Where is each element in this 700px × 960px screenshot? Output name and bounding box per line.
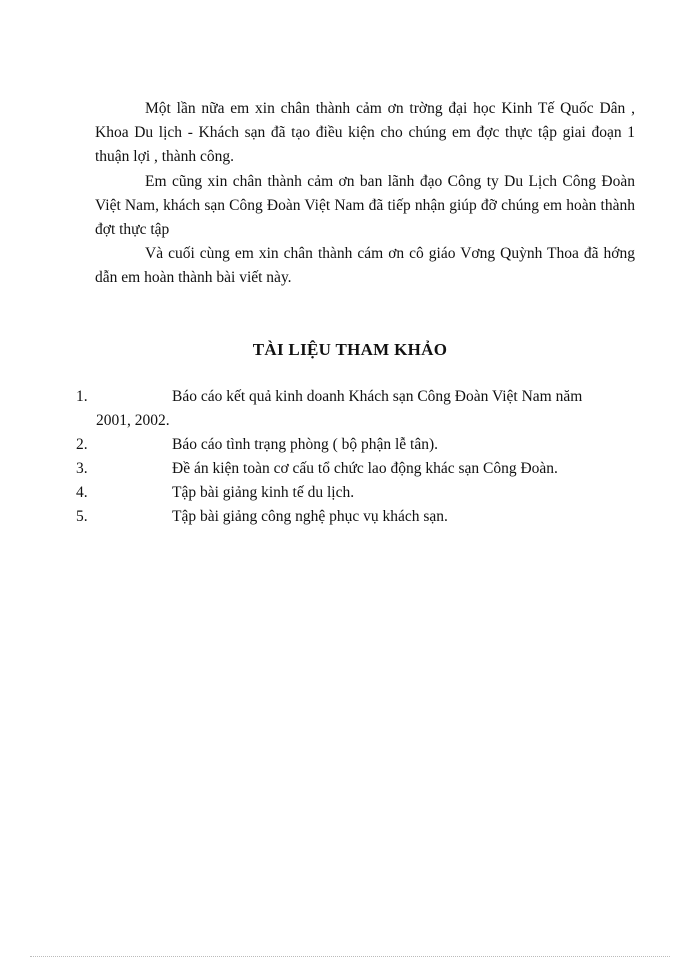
reference-item (76, 481, 636, 505)
reference-number: 1. (76, 388, 88, 405)
acknowledgement-paragraph-1: Một lần nữa em xin chân thành cảm ơn trờng đại học Kinh Tế Quốc Dân , Khoa Du lịch - Khách sạn đã tạo điều kiện cho chúng em đợc thực tập giai đoạn 1 thuận lợi , thành công. (95, 100, 635, 165)
page-bottom-divider (30, 956, 670, 957)
reference-item (76, 505, 636, 529)
reference-number: 5. (76, 508, 88, 525)
reference-text: Tập bài giảng kinh tế du lịch. (172, 484, 355, 501)
acknowledgement-paragraph-3: Và cuối cùng em xin chân thành cám ơn cô giáo Vơng Quỳnh Thoa đã hớng dẫn em hoàn thành bài viết này. (95, 245, 635, 286)
reference-text: Đề án kiện toàn cơ cấu tổ chức lao động khác sạn Công Đoàn. (172, 460, 558, 477)
reference-text: Báo cáo tình trạng phòng ( bộ phận lễ tân). (172, 436, 439, 453)
reference-item (76, 457, 636, 481)
reference-text: Tập bài giảng công nghệ phục vụ khách sạn. (172, 508, 448, 525)
acknowledgement-paragraph-2: Em cũng xin chân thành cảm ơn ban lãnh đạo Công ty Du Lịch Công Đoàn Việt Nam, khách sạn Công Đoàn Việt Nam đã tiếp nhận giúp đỡ chúng em hoàn thành đợt thực tập (95, 173, 635, 238)
reference-item (76, 385, 636, 409)
reference-number: 2. (76, 436, 88, 453)
reference-text-continuation: 2001, 2002. (96, 412, 170, 429)
reference-text: Báo cáo kết quả kinh doanh Khách sạn Công Đoàn Việt Nam năm (172, 388, 583, 405)
reference-number: 3. (76, 460, 88, 477)
references-heading: TÀI LIỆU THAM KHẢO (252, 340, 448, 359)
reference-number: 4. (76, 484, 88, 501)
references-list (76, 385, 636, 529)
reference-item-continuation (76, 409, 636, 433)
reference-item (76, 433, 636, 457)
